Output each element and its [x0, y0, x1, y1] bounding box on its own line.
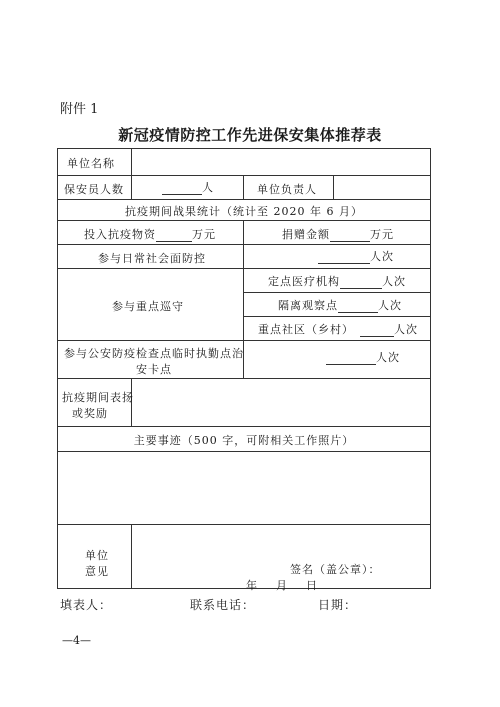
- date-line: 年 月 日: [246, 579, 318, 592]
- row-divider: [243, 292, 430, 293]
- attachment-label: 附件 1: [60, 102, 99, 117]
- row-divider: [243, 316, 430, 317]
- row-divider: [58, 268, 430, 269]
- row-divider: [58, 451, 430, 452]
- col-divider: [243, 220, 244, 244]
- donation-field[interactable]: 捐赠金额 万元: [282, 228, 394, 241]
- hospital-field[interactable]: 定点医疗机构 人次: [268, 275, 406, 288]
- opinion-label-1: 单位: [85, 549, 109, 562]
- row-divider: [58, 524, 430, 525]
- row-divider: [58, 378, 430, 379]
- recommendation-form-table: [57, 148, 431, 592]
- guard-count-label: 保安员人数: [64, 183, 124, 196]
- checkpoint-field[interactable]: 人次: [326, 349, 400, 365]
- isolation-field[interactable]: 隔离观察点 人次: [278, 299, 402, 312]
- col-divider: [131, 524, 132, 588]
- row-divider: [58, 220, 430, 221]
- awards-label-1: 抗疫期间表扬: [62, 391, 134, 404]
- row-divider: [58, 244, 430, 245]
- checkpoint-label-1: 参与公安防疫检查点临时执勤点治: [64, 347, 244, 360]
- unit-head-label: 单位负责人: [257, 183, 317, 196]
- col-divider: [333, 175, 334, 199]
- opinion-label-2: 意见: [85, 565, 109, 578]
- deeds-field[interactable]: [61, 454, 427, 521]
- col-divider: [243, 244, 244, 268]
- stats-header: 抗疫期间战果统计（统计至 2020 年 6 月）: [125, 205, 363, 218]
- unit-name-label: 单位名称: [67, 157, 115, 170]
- date-label: 日期：: [318, 598, 358, 612]
- unit-head-field[interactable]: [336, 177, 428, 197]
- checkpoint-label-2: 安卡点: [136, 363, 172, 376]
- col-divider: [131, 149, 132, 175]
- filler-label: 填表人：: [60, 598, 113, 612]
- col-divider: [243, 268, 244, 340]
- row-divider: [58, 340, 430, 341]
- daily-patrol-label: 参与日常社会面防控: [98, 252, 206, 265]
- form-title: 新冠疫情防控工作先进保安集体推荐表: [118, 126, 382, 144]
- materials-field[interactable]: 投入抗疫物资 万元: [84, 228, 216, 241]
- signature-label: 签名（盖公章）：: [290, 563, 381, 576]
- row-divider: [58, 426, 430, 427]
- col-divider: [131, 175, 132, 199]
- guard-count-field[interactable]: 人: [162, 179, 214, 195]
- row-divider: [58, 175, 430, 176]
- page-number: —4—: [62, 634, 91, 647]
- phone-label: 联系电话：: [190, 598, 256, 612]
- row-divider: [58, 199, 430, 200]
- deeds-header: 主要事迹（500 字，可附相关工作照片）: [133, 434, 355, 447]
- awards-field[interactable]: [134, 381, 428, 423]
- daily-patrol-field[interactable]: 人次: [318, 248, 394, 264]
- community-field[interactable]: 重点社区（乡村） 人次: [258, 323, 418, 336]
- unit-name-field[interactable]: [134, 151, 428, 173]
- awards-label-2: 或奖励: [72, 407, 108, 420]
- key-patrol-label: 参与重点巡守: [112, 300, 184, 313]
- col-divider: [243, 175, 244, 199]
